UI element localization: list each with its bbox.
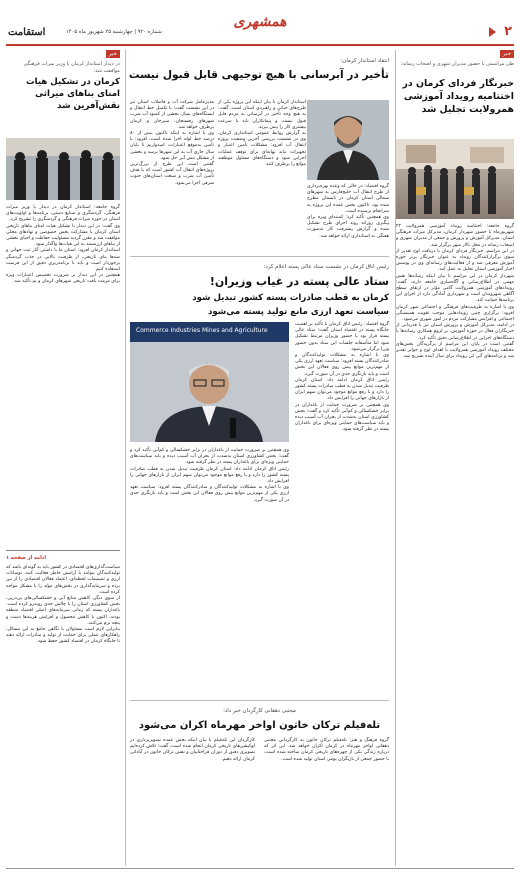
photo-banner-text: Commerce Industries Mines and Agriculture xyxy=(136,327,268,334)
right-paragraph: گروه جامعه: اختتامیه رویداد آموزشی همرولایت ۲۲ شهریورماه با حضور شهردار کرمان، مدیرکل میراث فرهنگی استان، مدیرکل آموزش و پرورش و جمعی از مدیران شهری و اصحاب رسانه در محل تالار شهر برگزار شد. xyxy=(396,224,514,248)
top-kicker: انتقاد استاندار کرمان: xyxy=(340,58,389,64)
mid-paragraph: وی با اشاره به مشکلات تولیدکنندگان و صادرکنندگان پسته افزود: سیاست تعهد ارزی یکی از مهم‌ترین موانع پیش روی فعالان این بخش است و باید بازنگری جدی در آن صورت گیرد. xyxy=(130,485,289,503)
left-box-paragraph: بنابراین لازم است مسئولان با نگاهی جامع به این مسائل، راهکارهای عملی برای حمایت از تولید و صادرات ارائه دهند تا جایگاه کرمان در اقتصاد کشور حفظ شود. xyxy=(6,627,120,645)
left-box-divider xyxy=(6,550,120,551)
right-headline: خبرنگار فردای کرمان در اختتامیه رویداد آموزشی همرولایت تجلیل شد xyxy=(402,78,514,115)
left-section-label: خبر xyxy=(106,50,120,58)
mid-paragraph: وی همچنین بر ضرورت حمایت از باغداران در برابر خشکسالی و کم‌آبی تأکید کرد و گفت: بخش کشاورزی استان به‌شدت از بحران آب آسیب دیده و باید سیاست‌های حمایتی ویژه‌ای برای باغداران پسته در نظر گرفته شود. xyxy=(295,402,389,433)
top-paragraph: گروه اقتصاد: در حالی که وعده بهره‌برداری از طرح انتقال آب خلیج‌فارس به شهرهای شمالی استان کرمان در تابستان مطرح شده بود، تاکنون بخش عمده این پروژه به سرانجام نرسیده است. xyxy=(307,184,389,214)
page-bottom-rule xyxy=(6,868,514,869)
speaker-portrait xyxy=(130,322,289,442)
right-paragraph: در ادامه، مدیرکل آموزش و پرورش استان نیز با قدردانی از خبرنگاران فعال در حوزه آموزش، بر لزوم همکاری رسانه‌ها با دستگاه‌های اجرایی در اطلاع‌رسانی دقیق تأکید کرد. xyxy=(396,323,514,341)
mid-paragraph: گروه اقتصاد: رئیس اتاق کرمان با تأکید بر اهمیت جایگاه پسته در اقتصاد استان گفت: ستاد عالی پسته قرار بود با حضور وزیران مرتبط تشکیل شود اما متأسفانه جلسات این ستاد بدون حضور وزرا برگزار می‌شود. xyxy=(295,322,389,352)
ceremony-photo xyxy=(396,139,514,219)
masthead-rule xyxy=(6,44,514,46)
brand-center: همشهری xyxy=(233,14,287,30)
top-body-c xyxy=(307,184,389,240)
issue-line: شماره ۹۲۰ | چهارشنبه ۲۵ شهریور ماه ۱۴۰۵ xyxy=(66,29,162,35)
mid-body-right xyxy=(295,322,389,434)
left-paragraph: استاندار کرمان افزود: استان ما با داشتن آثار ثبت جهانی و صدها بنای تاریخی، از ظرفیت بالایی در جذب گردشگر برخوردار است و باید با برنامه‌ریزی دقیق از این فرصت استفاده کنیم. xyxy=(6,248,120,273)
right-paragraph: شهردار کرمان در این مراسم با بیان اینکه رسانه‌ها نقش مهمی در اطلاع‌رسانی و آگاه‌سازی جامعه دارند، گفت: رویدادهای آموزشی همرولایت گامی مؤثر در ارتقای سطح آگاهی شهروندان است و شهرداری آمادگی دارد از اجرای این برنامه‌ها حمایت کند. xyxy=(396,273,514,304)
column-divider xyxy=(395,50,396,866)
meeting-photo xyxy=(6,138,120,200)
right-paragraph: گفتنی است در پایان این مراسم از برگزیدگان بخش‌های مختلف رویداد آموزشی همرولایت با اهدای لوح و جوایز تقدیر شد و برنامه‌های آتی این رویداد برای سال آینده تشریح شد. xyxy=(396,341,514,360)
masthead-arrow-icon xyxy=(489,27,496,37)
bottom-kicker: مجتبی دهقانی کارگردان خبر داد: xyxy=(223,708,296,714)
meeting-photo-figures xyxy=(6,138,120,200)
top-paragraph: وی با اشاره به اینکه تاکنون بیش از ۸۰ درصد خط لوله اجرا شده است، افزود: با تأمین به‌موقع اعتبارات، امیدواریم تا پایان سال جاری آب به این شهرها برسد و بخشی از مشکل تنش آبی حل شود. xyxy=(130,131,214,161)
bottom-paragraph: گروه فرهنگ و هنر: تله‌فیلم ترکان خاتون به کارگردانی مجتبی دهقانی اواخر مهرماه در کرمان اکران خواهد شد. این اثر که درباره زندگی یکی از چهره‌های تاریخی کرمان ساخته شده است، با حضور جمعی از بازیگران بومی استان تولید شده است. xyxy=(264,738,389,762)
section-label: خبر xyxy=(500,50,514,58)
continued-box-body xyxy=(6,565,120,646)
page-number: ۲ xyxy=(504,24,512,39)
bottom-body-right xyxy=(264,738,389,763)
mid-headline: ستاد عالی پسته در غیاب وزیران! xyxy=(209,275,389,288)
ceremony-photo-figures xyxy=(396,139,514,219)
row-divider xyxy=(130,256,389,257)
mid-paragraph: وی با اشاره به مشکلات تولیدکنندگان و صادرکنندگان پسته افزود: سیاست تعهد ارزی یکی از مهم‌ترین موانع پیش روی فعالان این بخش است و باید بازنگری جدی در آن صورت گیرد. xyxy=(295,353,389,377)
left-paragraph: وی گفت: در این دیدار با تشکیل هیات امنای بناهای تاریخی استان کرمان با مشارکت بخش خصوصی و نهادهای محلی موافقت شد و مقرر گردید مسئولیت حفاظت و احیای بخشی از بناهای ارزشمند به این هیات‌ها واگذار شود. xyxy=(6,223,120,248)
mid-paragraph: وی همچنین بر ضرورت حمایت از باغداران در برابر خشکسالی و کم‌آبی تأکید کرد و گفت: بخش کشاورزی استان به‌شدت از بحران آب آسیب دیده و باید سیاست‌های حمایتی ویژه‌ای برای باغداران پسته در نظر گرفته شود. xyxy=(130,448,289,466)
mid-paragraph: رئیس اتاق کرمان ادامه داد: استان کرمان ظرفیت تبدیل شدن به قطب صادرات پسته کشور را دارد و با رفع موانع موجود می‌توان سهم ایران از بازارهای جهانی را افزایش داد. xyxy=(295,377,389,402)
bottom-headline: تله‌فیلم ترکان خاتون اواخر مهرماه اکران می‌شود xyxy=(138,720,381,731)
top-paragraph: به گزارش روابط عمومی استانداری کرمان، وی در نشست بررسی آخرین وضعیت پروژه انتقال آب افزود: مشکلات تأمین اعتبار و تجهیزات نباید بهانه‌ای برای توقف عملیات اجرایی شود و دستگاه‌های مسئول موظفند موانع را برطرف کنند. xyxy=(218,131,306,168)
continued-box-title: ادامه از صفحه ۱ xyxy=(6,555,47,561)
right-paragraph: در این مراسم، خبرنگار فردای کرمان با دریافت لوح تقدیر از سوی برگزارکنندگان رویداد به عنوان خبرنگار برتر حوزه آموزش معرفی شد و از فعالیت‌های رسانه‌ای وی در پوشش اخبار آموزشی استان تجلیل به عمل آمد. xyxy=(396,248,514,273)
top-paragraph: گفتنی است این طرح از بزرگ‌ترین پروژه‌های انتقال آب کشور است که با هدف تأمین آب شرب و صنعت استان‌های جنوب شرقی اجرا می‌شود. xyxy=(130,162,214,186)
top-headline: تأخیر در آبرسانی با هیچ توجیهی قابل قبول نیست xyxy=(128,69,389,81)
mid-article xyxy=(130,258,389,700)
right-column xyxy=(396,50,514,866)
left-paragraph: گروه جامعه: استاندار کرمان در دیدار با وزیر میراث فرهنگی، گردشگری و صنایع دستی، برنامه‌ها و اولویت‌های استان در حوزه میراث فرهنگی و گردشگری را تشریح کرد. xyxy=(6,205,120,223)
top-body-b xyxy=(130,100,214,187)
left-column xyxy=(6,50,120,866)
brand-left: استقامت xyxy=(8,27,46,38)
bottom-body-left xyxy=(130,738,255,763)
left-box-paragraph: سیاست‌گذاری‌های اقتصادی در کشور باید به گونه‌ای باشد که تولیدکنندگان بتوانند با آرامش خاطر فعالیت کنند. نوسانات ارزی و تصمیمات لحظه‌ای، اعتماد فعالان اقتصادی را از بین برده و سرمایه‌گذاری در بخش‌های مولد را با مشکل مواجه کرده است. xyxy=(6,565,120,595)
left-body xyxy=(6,205,120,286)
right-paragraph: وی با اشاره به ظرفیت‌های فرهنگی و اجتماعی شهر کرمان افزود: برگزاری چنین رویدادهایی موجب تقویت همبستگی اجتماعی و افزایش مشارکت مردم در امور شهری می‌شود. xyxy=(396,304,514,323)
mid-subheadline-2: سیاست تعهد ارزی مانع تولید پسته می‌شود xyxy=(207,307,389,317)
left-kicker: در دیدار استاندار کرمان با وزیر میراث فرهنگی موافقت شد: xyxy=(23,61,120,74)
masthead xyxy=(0,0,520,46)
column-divider xyxy=(125,50,126,866)
bottom-paragraph: کارگردان این تله‌فیلم با بیان اینکه بخش عمده تصویربرداری در لوکیشن‌های تاریخی کرمان انجام شده است، گفت: تلاش کرده‌ایم تصویری دقیق از دوران قراختاییان و نقش ترکان خاتون در آبادانی کرمان ارائه دهیم. xyxy=(130,738,255,762)
mid-paragraph: رئیس اتاق کرمان ادامه داد: استان کرمان ظرفیت تبدیل شدن به قطب صادرات پسته کشور را دارد و با رفع موانع موجود می‌توان سهم ایران از بازارهای جهانی را افزایش داد. xyxy=(130,466,289,485)
top-paragraph: استاندار کرمان با بیان اینکه این پروژه یکی از طرح‌های حیاتی و راهبردی استان است، گفت: به هیچ وجه تأخیر در آبرسانی به مردم قابل قبول نیست و پیمانکاران باید با سرعت بیشتری کار را پیش ببرند. xyxy=(218,100,306,130)
right-kicker: طی مراسمی با حضور مدیران شهری و اصحاب رسانه: xyxy=(400,61,514,67)
bottom-article xyxy=(130,702,389,866)
mid-kicker: رئیس اتاق کرمان در نشست ستاد عالی پسته اعلام کرد: xyxy=(263,264,389,270)
left-headline: کرمان در تشکیل هیات امنای بناهای میراثی نقش‌آفرین شد xyxy=(25,77,120,111)
top-paragraph: وی همچنین تأکید کرد: کمیته‌ای ویژه برای پیگیری روزانه روند اجرای طرح تشکیل شده و گزارش پیشرفت کار به‌صورت هفتگی به استانداری ارائه خواهد شد. xyxy=(307,215,389,239)
mid-subheadline: کرمان به قطب صادرات پسته کشور تبدیل شود xyxy=(192,293,389,303)
governor-portrait xyxy=(307,100,389,180)
right-body xyxy=(396,224,514,360)
governor-photo xyxy=(307,100,389,180)
left-paragraph: همچنین در این دیدار بر ضرورت تخصیص اعتبارات ویژه برای مرمت بافت تاریخی شهرهای کرمان و بم تأکید شد. xyxy=(6,273,120,285)
row-divider xyxy=(130,700,389,701)
mid-body-left xyxy=(130,448,289,504)
top-body-a xyxy=(218,100,306,168)
top-article xyxy=(130,50,389,256)
top-paragraph: مدیرعامل شرکت آب و فاضلاب استان نیز در این نشست گفت: با تکمیل خط انتقال و ایستگاه‌های پمپاژ، بخشی از کمبود آب شرب شهرهای رفسنجان، سیرجان و کرمان برطرف خواهد شد. xyxy=(130,100,214,130)
speaker-photo xyxy=(130,322,289,442)
left-box-paragraph: از سوی دیگر، کاهش منابع آبی و خشکسالی‌های پی‌درپی، بخش کشاورزی استان را با چالش جدی روبه‌رو کرده است. باغداران پسته که زمانی سرمایه‌های اصلی اقتصاد منطقه بودند، اکنون با کاهش محصول و افزایش هزینه‌ها دست و پنجه نرم می‌کنند. xyxy=(6,596,120,626)
